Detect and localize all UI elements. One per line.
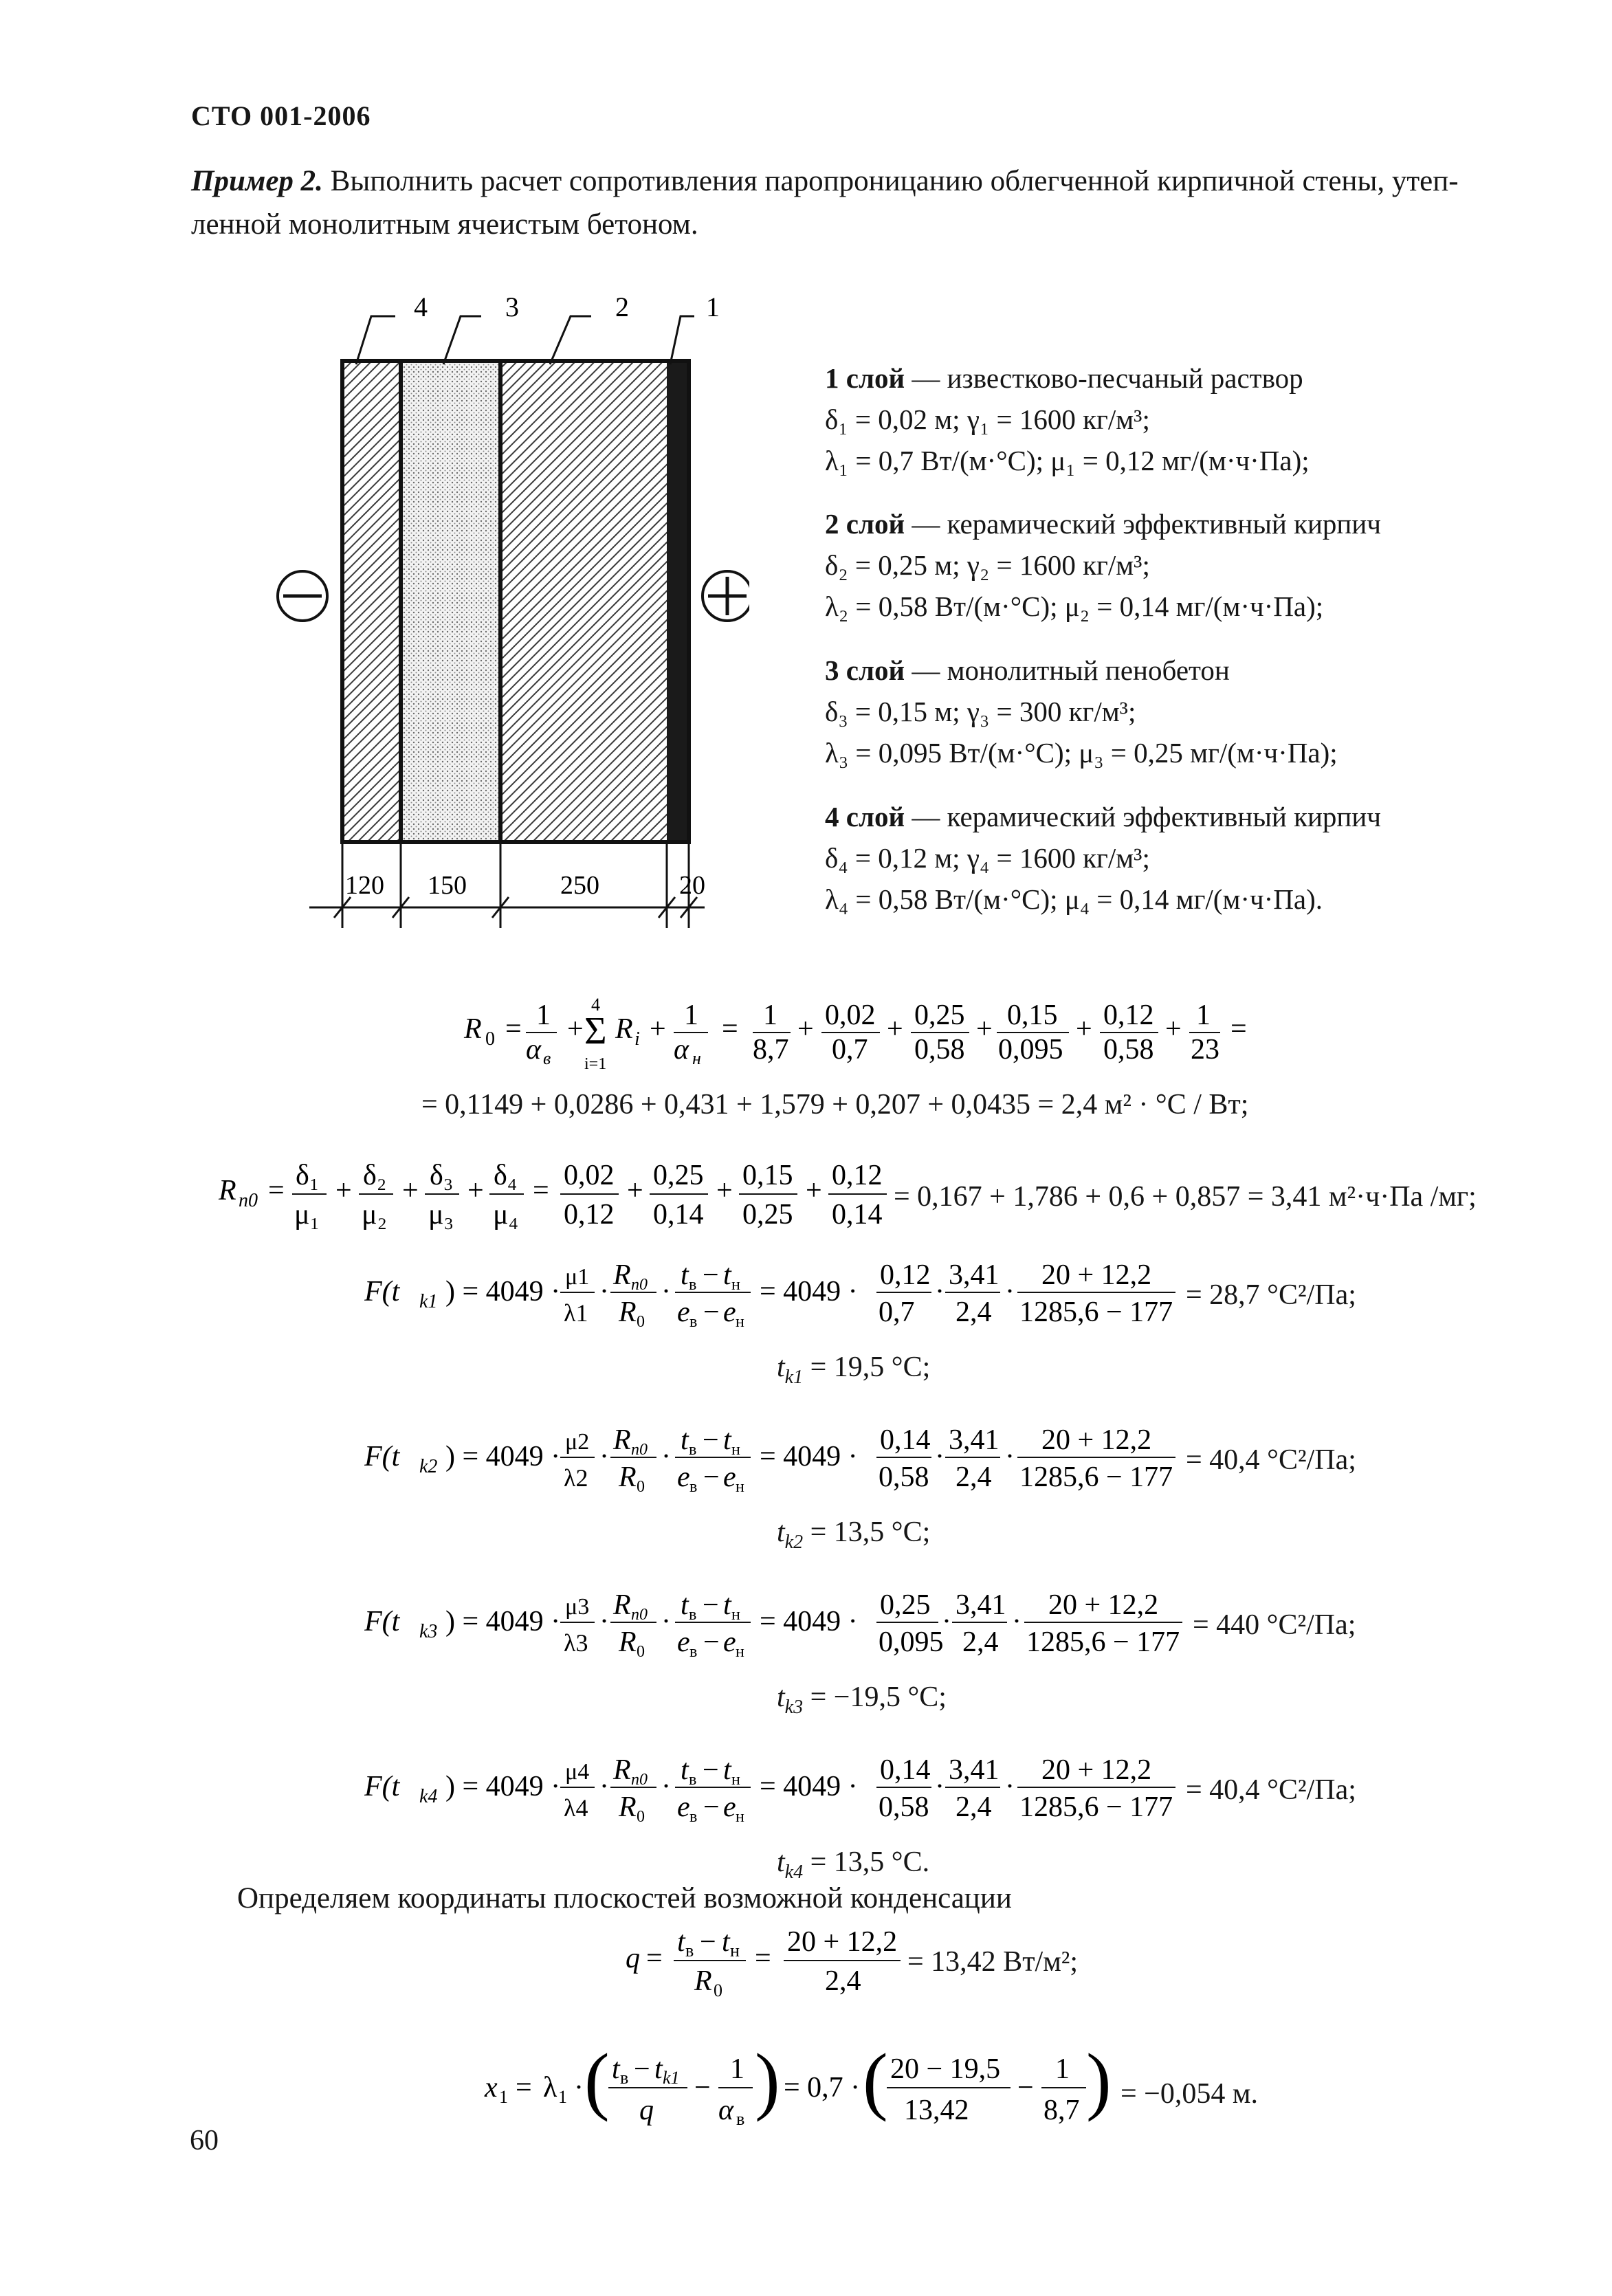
svg-text:·: ·: [599, 1771, 609, 1802]
svg-text:0: 0: [714, 1980, 722, 2000]
svg-text:4: 4: [591, 995, 600, 1015]
svg-text:R: R: [619, 1461, 637, 1493]
svg-text:−: −: [703, 1296, 720, 1328]
svg-text:н: н: [731, 1441, 740, 1459]
svg-text:R: R: [619, 1296, 637, 1328]
svg-text:н: н: [730, 1941, 740, 1961]
svg-text:1285,6 − 177: 1285,6 − 177: [1026, 1626, 1180, 1658]
svg-text:R: R: [613, 1259, 631, 1291]
svg-text:n0: n0: [239, 1190, 258, 1211]
svg-text:·: ·: [1012, 1606, 1022, 1637]
svg-text:=: =: [533, 1175, 549, 1206]
svg-text:н: н: [736, 1478, 744, 1496]
rn0-formula: [206, 1151, 894, 1241]
svg-text:·: ·: [599, 1606, 609, 1637]
svg-text:R: R: [464, 1013, 482, 1045]
svg-text:+: +: [887, 1013, 903, 1045]
svg-text:α: α: [718, 2095, 734, 2126]
svg-text:μ₃: μ₃: [428, 1199, 454, 1230]
svg-text:0,15: 0,15: [742, 1160, 793, 1191]
svg-text:t: t: [723, 1754, 731, 1786]
svg-text:·: ·: [935, 1441, 945, 1472]
svg-text:0,14: 0,14: [880, 1754, 931, 1786]
svg-text:n0: n0: [631, 1771, 648, 1789]
svg-text:=: =: [268, 1175, 285, 1206]
svg-text:0,58: 0,58: [879, 1461, 929, 1493]
svg-text:=: =: [505, 1013, 522, 1045]
svg-text:1: 1: [499, 2087, 508, 2107]
svg-text:3,41: 3,41: [949, 1424, 1000, 1456]
svg-text:) = 4049 ·: ) = 4049 ·: [445, 1606, 561, 1637]
svg-text:·: ·: [661, 1441, 671, 1472]
svg-text:·: ·: [599, 1276, 609, 1307]
svg-text:0,58: 0,58: [1103, 1034, 1154, 1066]
svg-text:λ: λ: [543, 2072, 557, 2104]
svg-text:+: +: [976, 1013, 993, 1045]
svg-text:0,7: 0,7: [832, 1034, 868, 1066]
svg-text:2,4: 2,4: [956, 1461, 992, 1493]
svg-text:0: 0: [637, 1313, 645, 1331]
svg-text:н: н: [736, 1313, 744, 1331]
dim-120: 120: [345, 871, 384, 900]
callout-leader-4: [356, 316, 395, 364]
svg-text:λ4: λ4: [564, 1794, 588, 1822]
svg-text:e: e: [677, 1296, 690, 1328]
f-tk-formula-4: [364, 1746, 1189, 1835]
svg-text:20 + 12,2: 20 + 12,2: [1048, 1589, 1159, 1621]
svg-text:н: н: [736, 1643, 744, 1661]
tk-value-2: $t_{k2} = 13,5$ °C;: [777, 1516, 931, 1553]
svg-text:в: в: [620, 2068, 629, 2088]
callout-2: 2: [615, 291, 629, 322]
svg-text:20 + 12,2: 20 + 12,2: [1041, 1424, 1152, 1456]
svg-text:0,15: 0,15: [1007, 1000, 1058, 1031]
f-tk-formula-3: [364, 1581, 1189, 1670]
svg-text:+: +: [650, 1013, 666, 1045]
svg-text:в: в: [689, 1643, 698, 1661]
svg-text:0,095: 0,095: [879, 1626, 944, 1658]
svg-text:=: =: [646, 1943, 663, 1974]
svg-text:n0: n0: [631, 1441, 648, 1459]
svg-text:·: ·: [661, 1771, 671, 1802]
example-text: Выполнить расчет сопротивления паропроницанию облегченной кирпичной стены, утеп-ленной монолитным ячеистым бетоном.: [191, 165, 1459, 241]
svg-text:1: 1: [536, 1000, 551, 1031]
svg-text:α: α: [526, 1034, 542, 1066]
svg-text:δ₁: δ₁: [296, 1160, 320, 1191]
svg-text:F(t: F(t: [364, 1276, 400, 1307]
svg-text:e: e: [723, 1791, 736, 1823]
svg-text:в: в: [685, 1941, 694, 1961]
layer-1-plaster: [667, 361, 689, 842]
r0-result: = 0,1149 + 0,0286 + 0,431 + 1,579 + 0,207 + 0,0435 = 2,4 м² · °C / Вт;: [421, 1089, 1249, 1121]
svg-text:(: (: [584, 2045, 610, 2122]
svg-text:k2: k2: [419, 1456, 438, 1477]
svg-text:·: ·: [935, 1771, 945, 1802]
svg-text:F(t: F(t: [364, 1441, 400, 1472]
example-intro: [191, 159, 1532, 246]
svg-text:μ3: μ3: [565, 1594, 590, 1620]
svg-text:0,7: 0,7: [879, 1296, 915, 1328]
svg-text:−: −: [703, 1791, 720, 1823]
svg-text:20 + 12,2: 20 + 12,2: [787, 1926, 898, 1958]
layer-4-brick: [342, 361, 401, 842]
svg-text:−: −: [703, 1259, 719, 1291]
svg-text:2,4: 2,4: [825, 1965, 861, 1997]
svg-text:n0: n0: [631, 1276, 648, 1294]
tk-value-3: $t_{k3} = -19,5$ °C;: [777, 1681, 947, 1718]
svg-text:e: e: [723, 1626, 736, 1658]
svg-text:8,7: 8,7: [753, 1034, 789, 1066]
svg-text:t: t: [681, 1259, 689, 1291]
svg-text:1: 1: [730, 2053, 744, 2085]
svg-text:0: 0: [637, 1643, 645, 1661]
svg-text:R: R: [219, 1175, 236, 1206]
svg-text:i=1: i=1: [584, 1055, 607, 1073]
layer-3-description: 3 слой — монолитный пенобетон δ₃ = 0,15 м; γ₃ = 300 кг/м³; λ₃ = 0,095 Вт/(м·°C); μ₃ = 0,25 мг/(м·ч·Па);: [825, 654, 1338, 769]
svg-text:·: ·: [574, 2072, 584, 2104]
svg-text:3,41: 3,41: [949, 1259, 1000, 1291]
svg-text:δ₃: δ₃: [430, 1160, 454, 1191]
svg-text:2,4: 2,4: [962, 1626, 999, 1658]
svg-text:0: 0: [485, 1028, 495, 1050]
svg-text:20 + 12,2: 20 + 12,2: [1041, 1259, 1152, 1291]
svg-text:0,02: 0,02: [564, 1160, 615, 1191]
example-label: Пример 2.: [191, 165, 323, 197]
svg-text:t: t: [722, 1926, 730, 1958]
svg-text:0,12: 0,12: [832, 1160, 883, 1191]
rn0-result: = 0,167 + 1,786 + 0,6 + 0,857 = 3,41 м²·ч·Па /мг;: [894, 1181, 1477, 1213]
callout-leader-2: [550, 316, 591, 364]
f-tk-result-4: = 40,4 °C²/Па;: [1186, 1774, 1356, 1806]
svg-text:в: в: [689, 1771, 697, 1789]
svg-text:δ₂: δ₂: [363, 1160, 387, 1191]
svg-text:13,42: 13,42: [904, 2095, 969, 2126]
svg-text:2,4: 2,4: [956, 1296, 992, 1328]
f-tk-result-3: = 440 °C²/Па;: [1193, 1609, 1356, 1641]
svg-text:в: в: [736, 2109, 745, 2129]
svg-text:+: +: [1076, 1013, 1092, 1045]
svg-text:0: 0: [637, 1478, 645, 1496]
svg-text:3,41: 3,41: [949, 1754, 1000, 1786]
svg-text:q: q: [639, 2095, 654, 2126]
svg-text:R: R: [619, 1791, 637, 1823]
svg-text:20 − 19,5: 20 − 19,5: [890, 2053, 1001, 2085]
dim-20: 20: [679, 871, 705, 900]
svg-text:−: −: [703, 1754, 719, 1786]
callout-4: 4: [414, 291, 428, 322]
layer-1-description: 1 слой — известково-песчаный раствор δ₁ = 0,02 м; γ₁ = 1600 кг/м³; λ₁ = 0,7 Вт/(м·°C); μ₁ = 0,12 мг/(м·ч·Па);: [825, 362, 1310, 476]
x1-formula: [474, 2045, 1134, 2141]
svg-text:t: t: [681, 1589, 689, 1621]
svg-text:1285,6 − 177: 1285,6 − 177: [1019, 1461, 1173, 1493]
f-tk-formula-2: [364, 1416, 1189, 1505]
svg-text:e: e: [677, 1461, 690, 1493]
callout-leader-1: [670, 316, 694, 364]
svg-text:μ2: μ2: [565, 1429, 590, 1455]
svg-text:k1: k1: [663, 2068, 680, 2088]
svg-text:=: =: [1230, 1013, 1247, 1045]
f-tk-formula-1: [364, 1251, 1189, 1340]
svg-text:e: e: [723, 1296, 736, 1328]
svg-text:R: R: [694, 1965, 712, 1997]
svg-text:н: н: [731, 1276, 740, 1294]
svg-text:μ1: μ1: [565, 1264, 590, 1290]
svg-text:в: в: [689, 1606, 697, 1624]
svg-text:·: ·: [1005, 1771, 1015, 1802]
svg-text:20 + 12,2: 20 + 12,2: [1041, 1754, 1152, 1786]
svg-text:t: t: [681, 1754, 689, 1786]
svg-text:μ₂: μ₂: [362, 1199, 388, 1230]
svg-text:·: ·: [935, 1276, 945, 1307]
q-result: = 13,42 Вт/м²;: [907, 1946, 1079, 1978]
layer-3-foam-concrete: [401, 361, 500, 842]
document-header: СТО 001-2006: [191, 100, 371, 131]
svg-text:0,58: 0,58: [914, 1034, 965, 1066]
svg-text:+: +: [467, 1175, 484, 1206]
page-number: 60: [190, 2125, 219, 2156]
condensation-heading: Определяем координаты плоскостей возможной конденсации: [237, 1882, 1012, 1914]
svg-text:n0: n0: [631, 1606, 648, 1624]
svg-text:2,4: 2,4: [956, 1791, 992, 1823]
svg-text:0,25: 0,25: [742, 1199, 793, 1230]
svg-text:8,7: 8,7: [1044, 2095, 1080, 2126]
svg-text:δ₄: δ₄: [494, 1160, 518, 1191]
svg-text:1285,6 − 177: 1285,6 − 177: [1019, 1296, 1173, 1328]
f-tk-result-1: = 28,7 °C²/Па;: [1186, 1279, 1356, 1311]
svg-text:t: t: [677, 1926, 685, 1958]
wall-section-diagram: [268, 289, 749, 942]
svg-text:) = 4049 ·: ) = 4049 ·: [445, 1441, 561, 1472]
svg-text:0,02: 0,02: [825, 1000, 876, 1031]
svg-text:=: =: [516, 2072, 532, 2104]
svg-text:α: α: [674, 1034, 689, 1066]
layer-2-brick: [500, 361, 667, 842]
svg-text:н: н: [692, 1048, 701, 1068]
svg-text:+: +: [402, 1175, 419, 1206]
svg-text:в: в: [689, 1313, 698, 1331]
svg-text:в: в: [543, 1048, 551, 1068]
svg-text:1: 1: [763, 1000, 777, 1031]
layer-2-description: 2 слой — керамический эффективный кирпич δ₂ = 0,25 м; γ₂ = 1600 кг/м³; λ₂ = 0,58 Вт/(м·°C); μ₂ = 0,14 мг/(м·ч·Па);: [825, 508, 1381, 622]
svg-text:·: ·: [1005, 1441, 1015, 1472]
callout-1: 1: [706, 291, 720, 322]
svg-text:= 4049 ·: = 4049 ·: [760, 1276, 858, 1307]
svg-text:F(t: F(t: [364, 1606, 400, 1637]
x1-result: = −0,054 м.: [1120, 2078, 1258, 2110]
svg-text:t: t: [723, 1589, 731, 1621]
svg-text:1: 1: [558, 2087, 567, 2107]
svg-text:−: −: [703, 1589, 719, 1621]
svg-text:k3: k3: [419, 1621, 438, 1642]
svg-text:н: н: [731, 1771, 740, 1789]
svg-text:0,58: 0,58: [879, 1791, 929, 1823]
svg-text:e: e: [723, 1461, 736, 1493]
svg-text:R: R: [613, 1424, 631, 1456]
svg-text:+: +: [335, 1175, 352, 1206]
svg-text:1285,6 − 177: 1285,6 − 177: [1019, 1791, 1173, 1823]
svg-text:+: +: [1165, 1013, 1182, 1045]
svg-text:23: 23: [1191, 1034, 1219, 1066]
r0-formula: [440, 990, 1299, 1086]
svg-text:λ1: λ1: [564, 1299, 588, 1327]
svg-text:R: R: [613, 1754, 631, 1786]
svg-text:μ₄: μ₄: [493, 1199, 519, 1230]
svg-text:0,14: 0,14: [880, 1424, 931, 1456]
svg-text:0,14: 0,14: [653, 1199, 704, 1230]
svg-text:+: +: [567, 1013, 584, 1045]
svg-text:λ3: λ3: [564, 1629, 588, 1657]
svg-text:F(t: F(t: [364, 1771, 400, 1802]
svg-text:·: ·: [661, 1276, 671, 1307]
svg-text:i: i: [634, 1028, 640, 1050]
layer-4-description: 4 слой — керамический эффективный кирпич δ₄ = 0,12 м; γ₄ = 1600 кг/м³; λ₄ = 0,58 Вт/(м·°C); μ₄ = 0,14 мг/(м·ч·Па).: [825, 801, 1381, 915]
svg-text:(: (: [863, 2045, 888, 2122]
svg-text:t: t: [681, 1424, 689, 1456]
svg-text:1: 1: [684, 1000, 698, 1031]
svg-text:в: в: [689, 1276, 697, 1294]
svg-text:R: R: [613, 1589, 631, 1621]
svg-text:н: н: [731, 1606, 740, 1624]
svg-text:t: t: [654, 2053, 663, 2085]
svg-text:R: R: [619, 1626, 637, 1658]
tk-value-1: $t_{k1} = 19,5$ °C;: [777, 1351, 931, 1388]
svg-text:в: в: [689, 1441, 697, 1459]
svg-text:t: t: [723, 1259, 731, 1291]
svg-text:0,12: 0,12: [880, 1259, 931, 1291]
svg-text:t: t: [612, 2053, 620, 2085]
svg-text:·: ·: [661, 1606, 671, 1637]
svg-text:−: −: [694, 2072, 711, 2104]
callout-3: 3: [505, 291, 519, 322]
svg-text:0: 0: [637, 1808, 645, 1826]
svg-text:0,25: 0,25: [880, 1589, 931, 1621]
svg-text:−: −: [703, 1461, 720, 1493]
svg-text:1: 1: [1196, 1000, 1211, 1031]
svg-text:0,12: 0,12: [564, 1199, 615, 1230]
callout-leader-3: [443, 316, 481, 364]
svg-text:λ2: λ2: [564, 1464, 588, 1492]
svg-text:) = 4049 ·: ) = 4049 ·: [445, 1771, 561, 1802]
svg-text:−: −: [703, 1424, 719, 1456]
svg-text:) = 4049 ·: ) = 4049 ·: [445, 1276, 561, 1307]
svg-text:e: e: [677, 1791, 690, 1823]
tk-value-4: $t_{k4} = 13,5$ °C.: [777, 1846, 930, 1883]
svg-text:−: −: [700, 1926, 716, 1958]
svg-text:в: в: [689, 1808, 698, 1826]
svg-text:0,12: 0,12: [1103, 1000, 1154, 1031]
svg-text:в: в: [689, 1478, 698, 1496]
svg-text:= 4049 ·: = 4049 ·: [760, 1441, 858, 1472]
svg-text:3,41: 3,41: [956, 1589, 1006, 1621]
svg-text:k4: k4: [419, 1786, 438, 1807]
svg-text:t: t: [723, 1424, 731, 1456]
svg-text:= 0,7 ·: = 0,7 ·: [784, 2072, 861, 2104]
svg-text:−: −: [1017, 2072, 1034, 2104]
svg-text:0,095: 0,095: [998, 1034, 1063, 1066]
svg-text:=: =: [755, 1943, 771, 1974]
svg-text:= 4049 ·: = 4049 ·: [760, 1606, 858, 1637]
svg-text:= 4049 ·: = 4049 ·: [760, 1771, 858, 1802]
svg-text:0,25: 0,25: [653, 1160, 704, 1191]
svg-text:+: +: [806, 1175, 822, 1206]
svg-text:+: +: [627, 1175, 643, 1206]
svg-text:1: 1: [1055, 2053, 1070, 2085]
dim-150: 150: [428, 871, 467, 900]
svg-text:0,14: 0,14: [832, 1199, 883, 1230]
svg-text:μ4: μ4: [565, 1759, 590, 1785]
svg-text:0,25: 0,25: [914, 1000, 965, 1031]
svg-text:μ₁: μ₁: [294, 1199, 320, 1230]
svg-text:=: =: [722, 1013, 738, 1045]
dim-250: 250: [560, 871, 599, 900]
svg-text:q: q: [626, 1943, 640, 1974]
svg-text:): ): [1086, 2045, 1112, 2122]
svg-text:·: ·: [599, 1441, 609, 1472]
svg-text:·: ·: [1005, 1276, 1015, 1307]
svg-text:Σ: Σ: [584, 1010, 607, 1052]
svg-text:+: +: [716, 1175, 733, 1206]
svg-text:k1: k1: [419, 1291, 438, 1312]
svg-text:+: +: [797, 1013, 814, 1045]
svg-text:−: −: [703, 1626, 720, 1658]
svg-text:x: x: [485, 2072, 498, 2104]
svg-text:R: R: [615, 1013, 633, 1045]
svg-text:н: н: [736, 1808, 744, 1826]
svg-text:): ): [755, 2045, 780, 2122]
svg-text:e: e: [677, 1626, 690, 1658]
f-tk-result-2: = 40,4 °C²/Па;: [1186, 1444, 1356, 1476]
svg-text:·: ·: [942, 1606, 951, 1637]
svg-text:−: −: [634, 2053, 650, 2085]
